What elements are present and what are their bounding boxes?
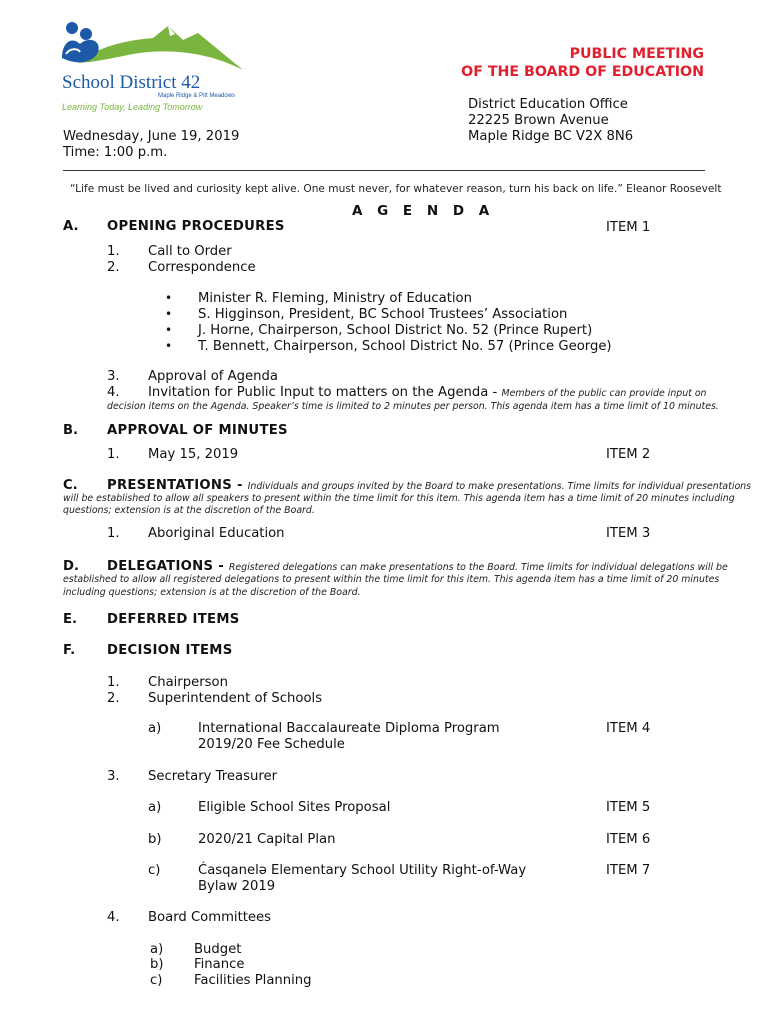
list-number: 3. (107, 369, 120, 384)
quote: “Life must be lived and curiosity kept alive. One must never, for whatever reason, turn his back on life.” Eleanor Roosevelt (70, 183, 722, 195)
item-number: ITEM 1 (606, 220, 651, 235)
item-number: ITEM 2 (606, 447, 651, 462)
sub-label: a) (148, 800, 162, 815)
section-note: will be established to allow all speakers to present within the time limit for this item. This agenda item has a time limit of 20 minutes including (63, 493, 735, 504)
committee-item: Finance (194, 957, 245, 972)
school-district-logo (58, 18, 248, 118)
list-item: Correspondence (148, 260, 256, 275)
committee-item: Facilities Planning (194, 973, 312, 988)
section-letter: A. (63, 219, 79, 234)
correspondence-item: Minister R. Fleming, Ministry of Education (198, 291, 472, 306)
section-note: Individuals and groups invited by the Board to make presentations. Time limits for individual presentations (247, 481, 752, 492)
correspondence-item: T. Bennett, Chairperson, School District No. 57 (Prince George) (198, 339, 612, 354)
meeting-date: Wednesday, June 19, 2019 (63, 129, 240, 144)
list-item: May 15, 2019 (148, 447, 239, 462)
list-number: 1. (107, 675, 120, 690)
section-note: questions; extension is at the discretion of the Board. (63, 505, 315, 516)
logo-tagline: Learning Today, Leading Tomorrow (62, 102, 203, 112)
list-number: 1. (107, 447, 120, 462)
section-title: DEFERRED ITEMS (107, 612, 240, 627)
sub-label: a) (148, 721, 162, 736)
section-title: PRESENTATIONS - (107, 478, 248, 493)
section-title: OPENING PROCEDURES (107, 219, 285, 234)
sub-item: Bylaw 2019 (198, 879, 276, 894)
list-item: Superintendent of Schools (148, 691, 323, 706)
section-letter: C. (63, 478, 78, 493)
section-title: APPROVAL OF MINUTES (107, 423, 288, 438)
sub-label: c) (148, 863, 161, 878)
bullet: • (165, 291, 173, 305)
list-number: 4. (107, 910, 120, 925)
item-number: ITEM 4 (606, 721, 651, 736)
agenda-title: A G E N D A (352, 203, 495, 219)
address-line: 22225 Brown Avenue (468, 113, 609, 128)
list-item: Call to Order (148, 244, 232, 259)
sub-item: 2019/20 Fee Schedule (198, 737, 345, 752)
sub-label: b) (148, 832, 162, 847)
list-item: Aboriginal Education (148, 526, 285, 541)
public-input-title: Invitation for Public Input to matters on the Agenda - (148, 385, 502, 400)
item-number: ITEM 6 (606, 832, 651, 847)
committee-item: Budget (194, 942, 242, 957)
section-letter: E. (63, 612, 78, 627)
list-item: Board Committees (148, 910, 272, 925)
list-number: 2. (107, 260, 120, 275)
sub-item: International Baccalaureate Diploma Program (198, 721, 500, 736)
public-input-note-cont: decision items on the Agenda. Speaker’s time is limited to 2 minutes per person. This agenda item has a time limit of 10 minutes. (107, 401, 719, 412)
divider (63, 170, 705, 171)
sub-item: Ćasqanelə Elementary School Utility Right-of-Way (198, 863, 527, 878)
meeting-date-time (63, 129, 239, 161)
section-letter: B. (63, 423, 79, 438)
section-heading-line (107, 478, 751, 493)
meeting-time: Time: 1:00 p.m. (63, 145, 168, 160)
sub-label: c) (150, 973, 163, 988)
meeting-heading (461, 45, 704, 81)
item-number: ITEM 5 (606, 800, 651, 815)
address-line: Maple Ridge BC V2X 8N6 (468, 129, 634, 144)
meeting-line-2: OF THE BOARD OF EDUCATION (461, 64, 704, 80)
list-number: 3. (107, 769, 120, 784)
section-note: established to allow all registered delegations to present within the time limit for this item. This agenda item has a time limit of 20 minutes (63, 574, 720, 585)
section-letter: F. (63, 643, 76, 658)
list-number: 2. (107, 691, 120, 706)
list-number: 1. (107, 526, 120, 541)
section-heading-line (107, 559, 728, 574)
office-address (468, 97, 633, 145)
bullet: • (165, 323, 173, 337)
section-letter: D. (63, 559, 79, 574)
list-item (148, 385, 707, 400)
section-note: including questions; extension is at the discretion of the Board. (63, 587, 361, 598)
correspondence-item: S. Higginson, President, BC School Trustees’ Association (198, 307, 568, 322)
section-note: Registered delegations can make presentations to the Board. Time limits for individual delegations will be (228, 562, 728, 573)
sub-label: b) (150, 957, 164, 972)
bullet: • (165, 307, 173, 321)
logo-subtitle: Maple Ridge & Pitt Meadows (158, 93, 236, 99)
list-item: Approval of Agenda (148, 369, 278, 384)
sub-item: Eligible School Sites Proposal (198, 800, 391, 815)
item-number: ITEM 3 (606, 526, 651, 541)
list-number: 4. (107, 385, 120, 400)
section-title: DELEGATIONS - (107, 559, 229, 574)
list-item: Secretary Treasurer (148, 769, 277, 784)
item-number: ITEM 7 (606, 863, 651, 878)
meeting-line-1: PUBLIC MEETING (569, 46, 704, 62)
public-input-note: Members of the public can provide input on (501, 388, 707, 399)
list-number: 1. (107, 244, 120, 259)
address-line: District Education Office (468, 97, 628, 112)
list-item: Chairperson (148, 675, 228, 690)
sub-item: 2020/21 Capital Plan (198, 832, 336, 847)
bullet: • (165, 339, 173, 353)
sub-label: a) (150, 942, 164, 957)
logo-title: School District 42 (62, 72, 201, 93)
correspondence-item: J. Horne, Chairperson, School District No. 52 (Prince Rupert) (198, 323, 593, 338)
section-title: DECISION ITEMS (107, 643, 233, 658)
